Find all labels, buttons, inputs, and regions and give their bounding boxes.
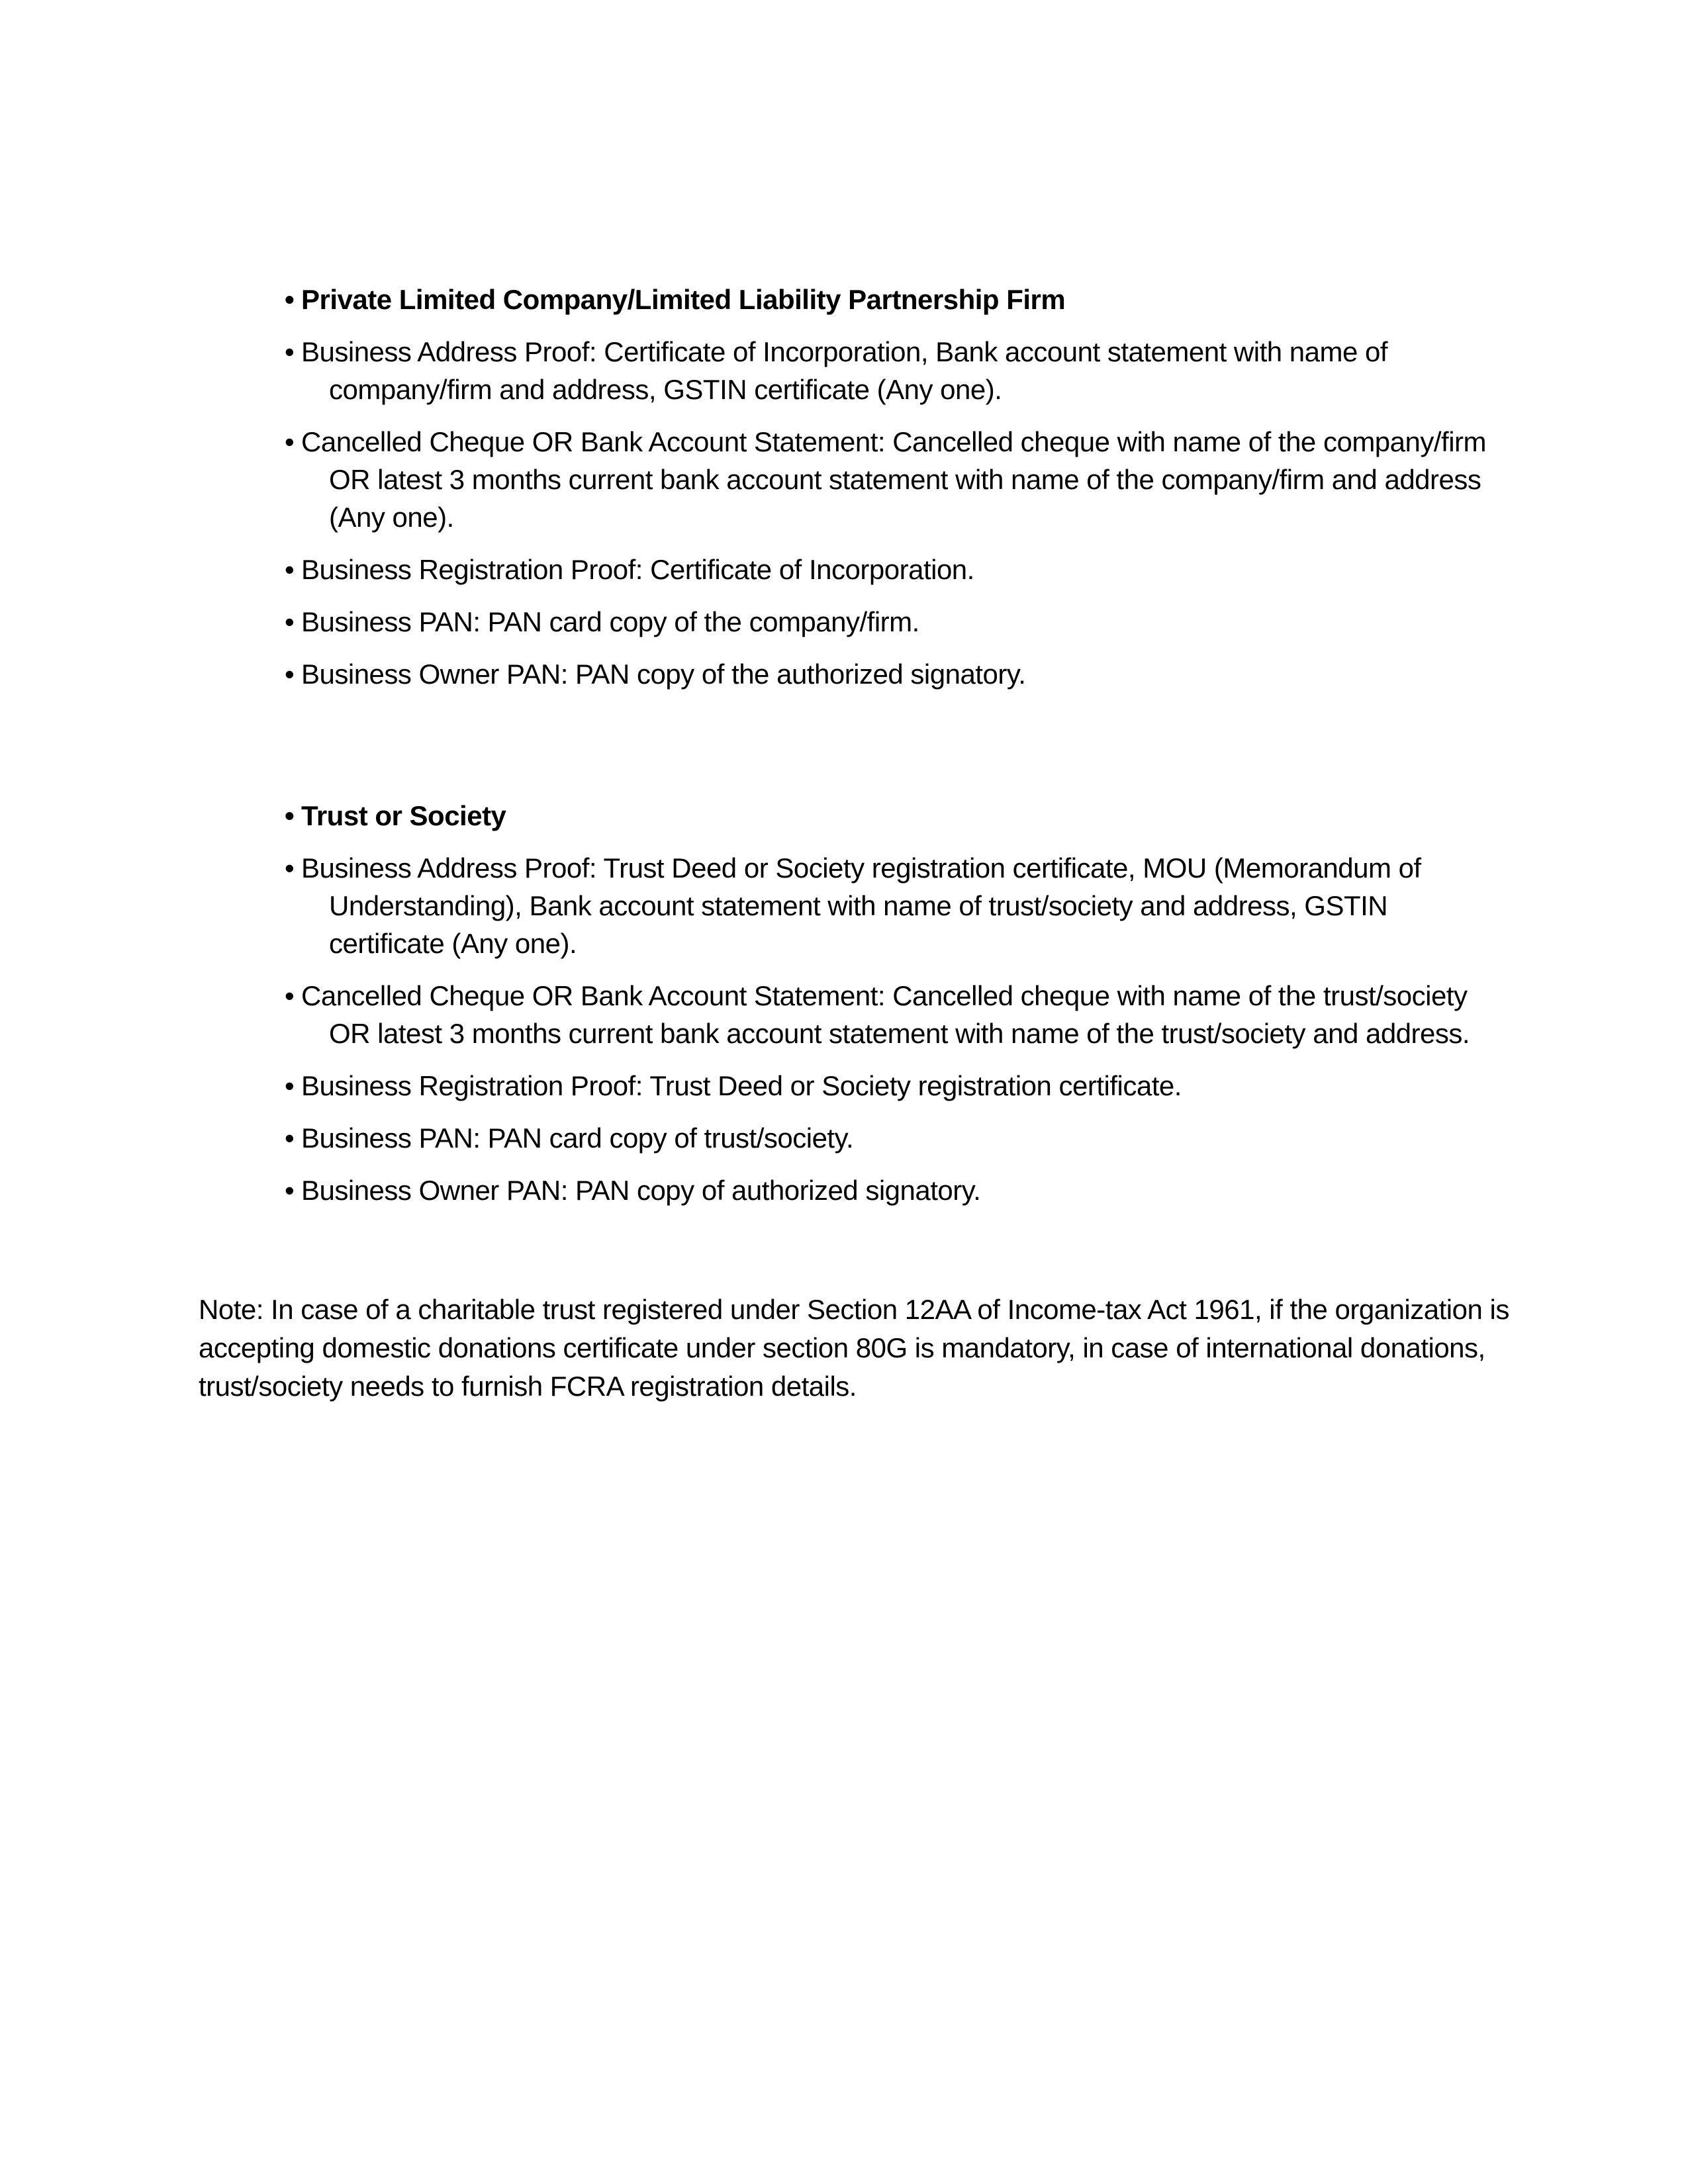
list-item-text: Business Owner PAN: PAN copy of the authorized signatory. <box>301 659 1026 690</box>
bullet-icon: • <box>285 554 295 585</box>
list-item <box>199 423 1489 536</box>
list-item-text: Business Address Proof: Certificate of Incorporation, Bank account statement with name of company/firm and address, GSTIN certificate (Any one). <box>301 336 1388 405</box>
note-paragraph: Note: In case of a charitable trust registered under Section 12AA of Income-tax Act 1961, if the organization is accepting domestic donations certificate under section 80G is mandatory, in case of international donations, trust/society needs to furnish FCRA registration details. <box>199 1294 1509 1402</box>
list-item-heading <box>199 797 1489 835</box>
section-heading-text: Trust or Society <box>301 800 506 831</box>
list-item <box>199 977 1489 1052</box>
bullet-icon: • <box>285 426 295 457</box>
list-item <box>199 655 1489 693</box>
bullet-icon: • <box>285 1070 295 1101</box>
trust-society-requirements-list <box>199 797 1489 1209</box>
list-item <box>199 333 1489 408</box>
list-item-text: Business Registration Proof: Trust Deed or Society registration certificate. <box>301 1070 1182 1101</box>
bullet-icon: • <box>285 1122 295 1154</box>
company-llp-requirements-list <box>199 281 1489 693</box>
bullet-icon: • <box>285 1175 295 1206</box>
bullet-icon: • <box>285 852 295 884</box>
bullet-icon: • <box>285 336 295 367</box>
list-item-text: Cancelled Cheque OR Bank Account Statement: Cancelled cheque with name of the company/firm OR latest 3 months current bank account statement with name of the company/firm and address (Any one). <box>301 426 1487 533</box>
list-item <box>199 849 1489 962</box>
list-item-text: Business PAN: PAN card copy of the company/firm. <box>301 606 919 637</box>
list-item <box>199 1067 1489 1105</box>
list-item <box>199 551 1489 588</box>
list-item-heading <box>199 281 1489 318</box>
bullet-icon: • <box>285 606 295 637</box>
bullet-icon: • <box>285 284 295 315</box>
list-item-text: Business PAN: PAN card copy of trust/society. <box>301 1122 854 1154</box>
bullet-icon: • <box>285 659 295 690</box>
list-item-text: Business Owner PAN: PAN copy of authorized signatory. <box>301 1175 981 1206</box>
list-item-text: Business Registration Proof: Certificate of Incorporation. <box>301 554 974 585</box>
bullet-icon: • <box>285 800 295 831</box>
list-item-text: Business Address Proof: Trust Deed or Society registration certificate, MOU (Memorandum of Understanding), Bank account statement with name of trust/society and address, GSTIN certificate (Any one). <box>301 852 1421 959</box>
bullet-icon: • <box>285 980 295 1011</box>
list-item <box>199 603 1489 641</box>
list-item-text: Cancelled Cheque OR Bank Account Statement: Cancelled cheque with name of the trust/society OR latest 3 months current bank account statement with name of the trust/society and address. <box>301 980 1470 1049</box>
list-item <box>199 1119 1489 1157</box>
section-heading-text: Private Limited Company/Limited Liability Partnership Firm <box>301 284 1066 315</box>
list-item <box>199 1171 1489 1209</box>
